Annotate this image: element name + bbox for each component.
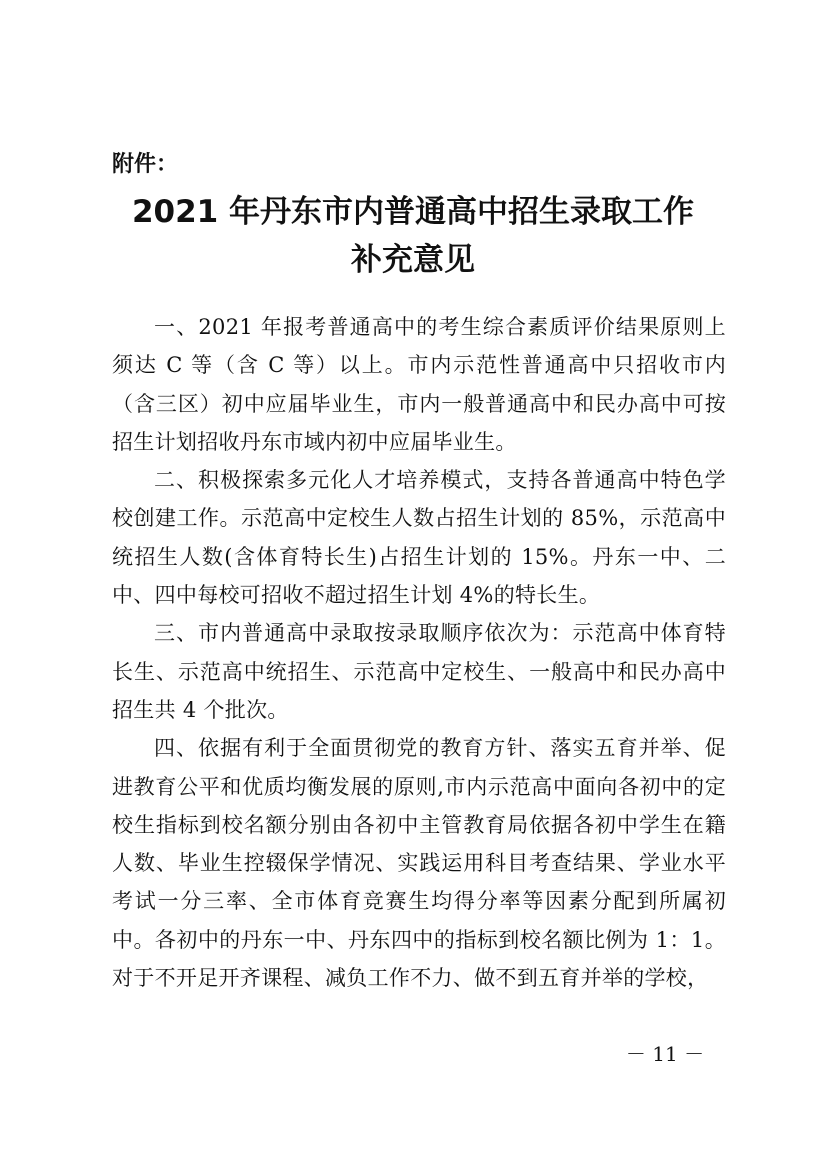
document-title-line-2: 补充意见 xyxy=(351,242,475,278)
document-body xyxy=(112,308,726,997)
paragraph-4: 四、依据有利于全面贯彻党的教育方针、落实五育并举、促进教育公平和优质均衡发展的原则,市内示范高中面向各初中的定校生指标到校名额分别由各初中主管教育局依据各初中学生在籍人数、毕业生控辍保学情况、实践运用科目考查结果、学业水平考试一分三率、全市体育竞赛生均得分率等因素分配到所属初中。各初中的丹东一中、丹东四中的指标到校名额比例为 1：1。对于不开足开齐课程、减负工作不力、做不到五育并举的学校， xyxy=(112,736,726,991)
attachment-label: 附件： xyxy=(112,152,179,177)
document-title-line-1: 2021 年丹东市内普通高中招生录取工作 xyxy=(131,194,695,230)
page-number: － 11 － xyxy=(625,1042,705,1066)
paragraph-2: 二、积极探索多元化人才培养模式，支持各普通高中特色学校创建工作。示范高中定校生人数占招生计划的 85%，示范高中统招生人数(含体育特长生)占招生计划的 15%。丹东一中、二中、四中每校可招收不超过招生计划 4%的特长生。 xyxy=(112,468,726,608)
paragraph-3: 三、市内普通高中录取按录取顺序依次为：示范高中体育特长生、示范高中统招生、示范高中定校生、一般高中和民办高中招生共 4 个批次。 xyxy=(112,621,726,722)
paragraph-1: 一、2021 年报考普通高中的考生综合素质评价结果原则上须达 C 等（含 C 等）以上。市内示范性普通高中只招收市内（含三区）初中应届毕业生，市内一般普通高中和民办高中可按招生计划招收丹东市域内初中应届毕业生。 xyxy=(112,315,726,454)
